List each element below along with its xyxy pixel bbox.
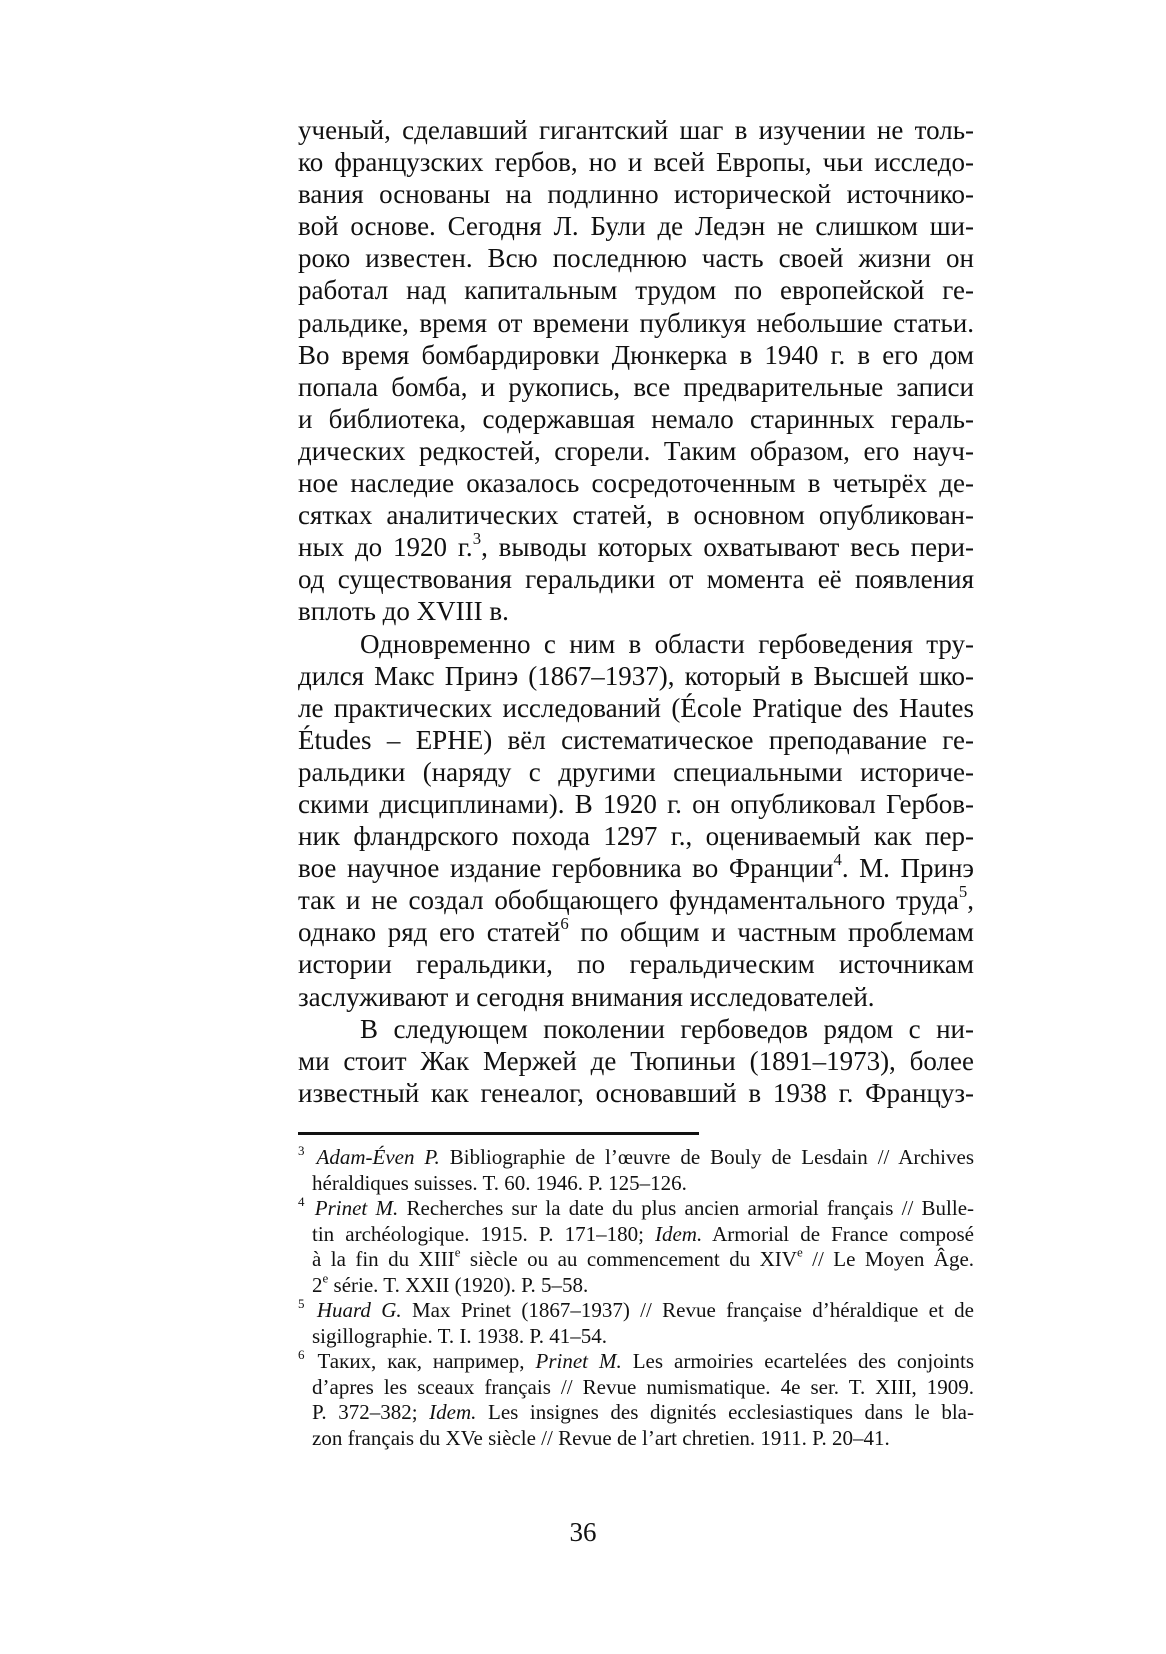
text-fragment: , выводы которых охватывают весь пери- bbox=[481, 532, 974, 563]
footnote-author: Huard G. bbox=[316, 1298, 402, 1322]
footnote-4 bbox=[298, 1193, 975, 1222]
footnote-ref[interactable]: 3 bbox=[472, 529, 482, 549]
text-fragment: Armorial de France composé bbox=[702, 1221, 974, 1246]
text-line: ник фландрского похода 1297 г., оцениваемый как пер- bbox=[298, 821, 974, 852]
text-fragment: à la fin du XIII bbox=[312, 1247, 455, 1271]
footnote-3 bbox=[298, 1142, 975, 1171]
text-line: ральдики (наряду с другими специальными историче- bbox=[298, 756, 974, 787]
text-fragment: Bibliographie de l’œuvre de Bouly de Lesdain // Archives bbox=[439, 1145, 975, 1169]
text-line: дических редкостей, сгорели. Таким образом, его науч- bbox=[298, 435, 974, 466]
footnote-ref[interactable]: 6 bbox=[560, 914, 569, 934]
text-fragment: так и не создал обобщающего фундаментального труда bbox=[298, 885, 959, 916]
text-fragment: ных до 1920 г. bbox=[298, 532, 473, 563]
footnote-author: Prinet M. bbox=[314, 1196, 399, 1220]
text-line: ученый, сделавший гигантский шаг в изучении не толь- bbox=[298, 115, 974, 145]
text-line: ральдике, время от времени публикуя небольшие статьи. bbox=[298, 307, 974, 338]
text-fragment: , bbox=[967, 885, 974, 916]
text-line bbox=[298, 916, 974, 948]
text-fragment: по общим и частным проблемам bbox=[568, 917, 974, 948]
text-line: дился Макс Принэ (1867–1937), который в Высшей шко- bbox=[298, 660, 974, 691]
text-line: заслуживают и сегодня внимания исследователей. bbox=[298, 981, 875, 1012]
text-line: известный как генеалог, основавший в 1938 г. Француз- bbox=[298, 1077, 974, 1108]
footnote-author: Prinet M. bbox=[535, 1349, 622, 1373]
text-line: Одновременно с ним в области гербоведения тру- bbox=[360, 628, 974, 659]
text-fragment: tin archéologique. 1915. P. 171–180; bbox=[312, 1221, 655, 1246]
footnote-5 bbox=[298, 1295, 974, 1324]
text-line: од существования геральдики от момента её появления bbox=[298, 564, 974, 595]
superscript: e bbox=[322, 1270, 329, 1286]
footnote-number: 3 bbox=[298, 1142, 305, 1158]
text-line: работал над капитальным трудом по европейской ге- bbox=[298, 275, 974, 306]
text-line: вплоть до XVIII в. bbox=[298, 596, 509, 627]
text-line: и библиотека, содержавшая немало старинных гераль- bbox=[298, 403, 974, 434]
superscript: e bbox=[454, 1244, 461, 1260]
text-fragment: Les armoiries ecartelées des conjoints bbox=[621, 1349, 975, 1373]
text-fragment: однако ряд его статей bbox=[298, 917, 561, 948]
text-fragment: 2 bbox=[312, 1272, 323, 1297]
footnote-6 bbox=[298, 1346, 975, 1375]
footnotes bbox=[298, 1142, 975, 1451]
text-fragment: P. 372–382; bbox=[312, 1400, 430, 1424]
text-fragment: série. T. XXII (1920). P. 5–58. bbox=[328, 1272, 589, 1297]
text-line: вой основе. Сегодня Л. Були де Ледэн не слишком ши- bbox=[298, 211, 974, 242]
text-line: роко известен. Всю последнюю часть своей жизни он bbox=[298, 243, 974, 274]
text-fragment: Recherches sur la date du plus ancien armorial français // Bulle- bbox=[398, 1196, 975, 1220]
text-line: истории геральдики, по геральдическим источникам bbox=[298, 949, 974, 980]
footnote-number: 6 bbox=[298, 1346, 305, 1362]
text-line: В следующем поколении гербоведов рядом с ни- bbox=[360, 1013, 974, 1044]
footnote-line: zon français du XVe siècle // Revue de l’art chretien. 1911. P. 20–41. bbox=[312, 1425, 890, 1450]
text-line: скими дисциплинами). В 1920 г. он опубликовал Гербов- bbox=[298, 788, 974, 819]
idem: Idem. bbox=[429, 1400, 477, 1424]
footnote-line: d’apres les sceaux français // Revue numismatique. 4e ser. T. XIII, 1909. bbox=[312, 1374, 974, 1399]
text-line: Во время бомбардировки Дюнкерка в 1940 г. в его дом bbox=[298, 339, 974, 370]
footnote-number: 4 bbox=[298, 1193, 305, 1209]
page-number: 36 bbox=[569, 1517, 597, 1547]
text-line: ное наследие оказалось сосредоточенным в четырёх де- bbox=[298, 468, 974, 499]
footnote-ref[interactable]: 4 bbox=[833, 850, 842, 870]
footnote-author: Adam-Éven P. bbox=[316, 1145, 440, 1169]
superscript: e bbox=[796, 1244, 803, 1260]
text-fragment: вое научное издание гербовника во Франции bbox=[298, 853, 834, 884]
text-fragment: // Le Moyen Âge. bbox=[802, 1247, 975, 1271]
text-line: Études – EPHE) вёл систематическое преподавание ге- bbox=[298, 724, 974, 755]
text-line bbox=[298, 884, 974, 916]
text-line: вания основаны на подлинно исторической источнико- bbox=[298, 179, 974, 210]
footnote-line bbox=[298, 1400, 974, 1426]
text-fragment: Max Prinet (1867–1937) // Revue française d’héraldique et de bbox=[401, 1298, 974, 1322]
main-text bbox=[298, 114, 974, 1109]
text-line: ко французских гербов, но и всей Европы, чьи исследо- bbox=[298, 147, 974, 178]
text-line bbox=[298, 531, 974, 563]
footnote-divider bbox=[298, 1132, 699, 1135]
text-fragment: Les insignes des dignités ecclesiastiques dans le bla- bbox=[476, 1400, 974, 1424]
text-fragment: Таких, как, например, bbox=[306, 1349, 536, 1373]
idem: Idem. bbox=[654, 1221, 703, 1246]
footnote-line bbox=[298, 1244, 975, 1273]
footnote-ref[interactable]: 5 bbox=[958, 882, 968, 902]
footnote-line bbox=[298, 1222, 974, 1248]
footnote-number: 5 bbox=[298, 1295, 305, 1311]
text-line: попала бомба, и рукопись, все предварительные записи bbox=[298, 371, 974, 402]
footnote-line: héraldiques suisses. T. 60. 1946. P. 125–126. bbox=[312, 1170, 687, 1195]
text-line: ми стоит Жак Мержей де Тюпиньи (1891–1973), более bbox=[298, 1045, 974, 1076]
text-line: ле практических исследований (École Pratique des Hautes bbox=[298, 692, 974, 723]
text-fragment: . М. Принэ bbox=[841, 853, 974, 884]
text-line bbox=[298, 852, 974, 884]
footnote-line: sigillographie. T. I. 1938. P. 41–54. bbox=[312, 1323, 607, 1348]
footnote-line bbox=[298, 1270, 974, 1299]
text-line: сятках аналитических статей, в основном опубликован- bbox=[298, 500, 974, 531]
text-fragment: siècle ou au commencement du XIV bbox=[460, 1247, 797, 1271]
